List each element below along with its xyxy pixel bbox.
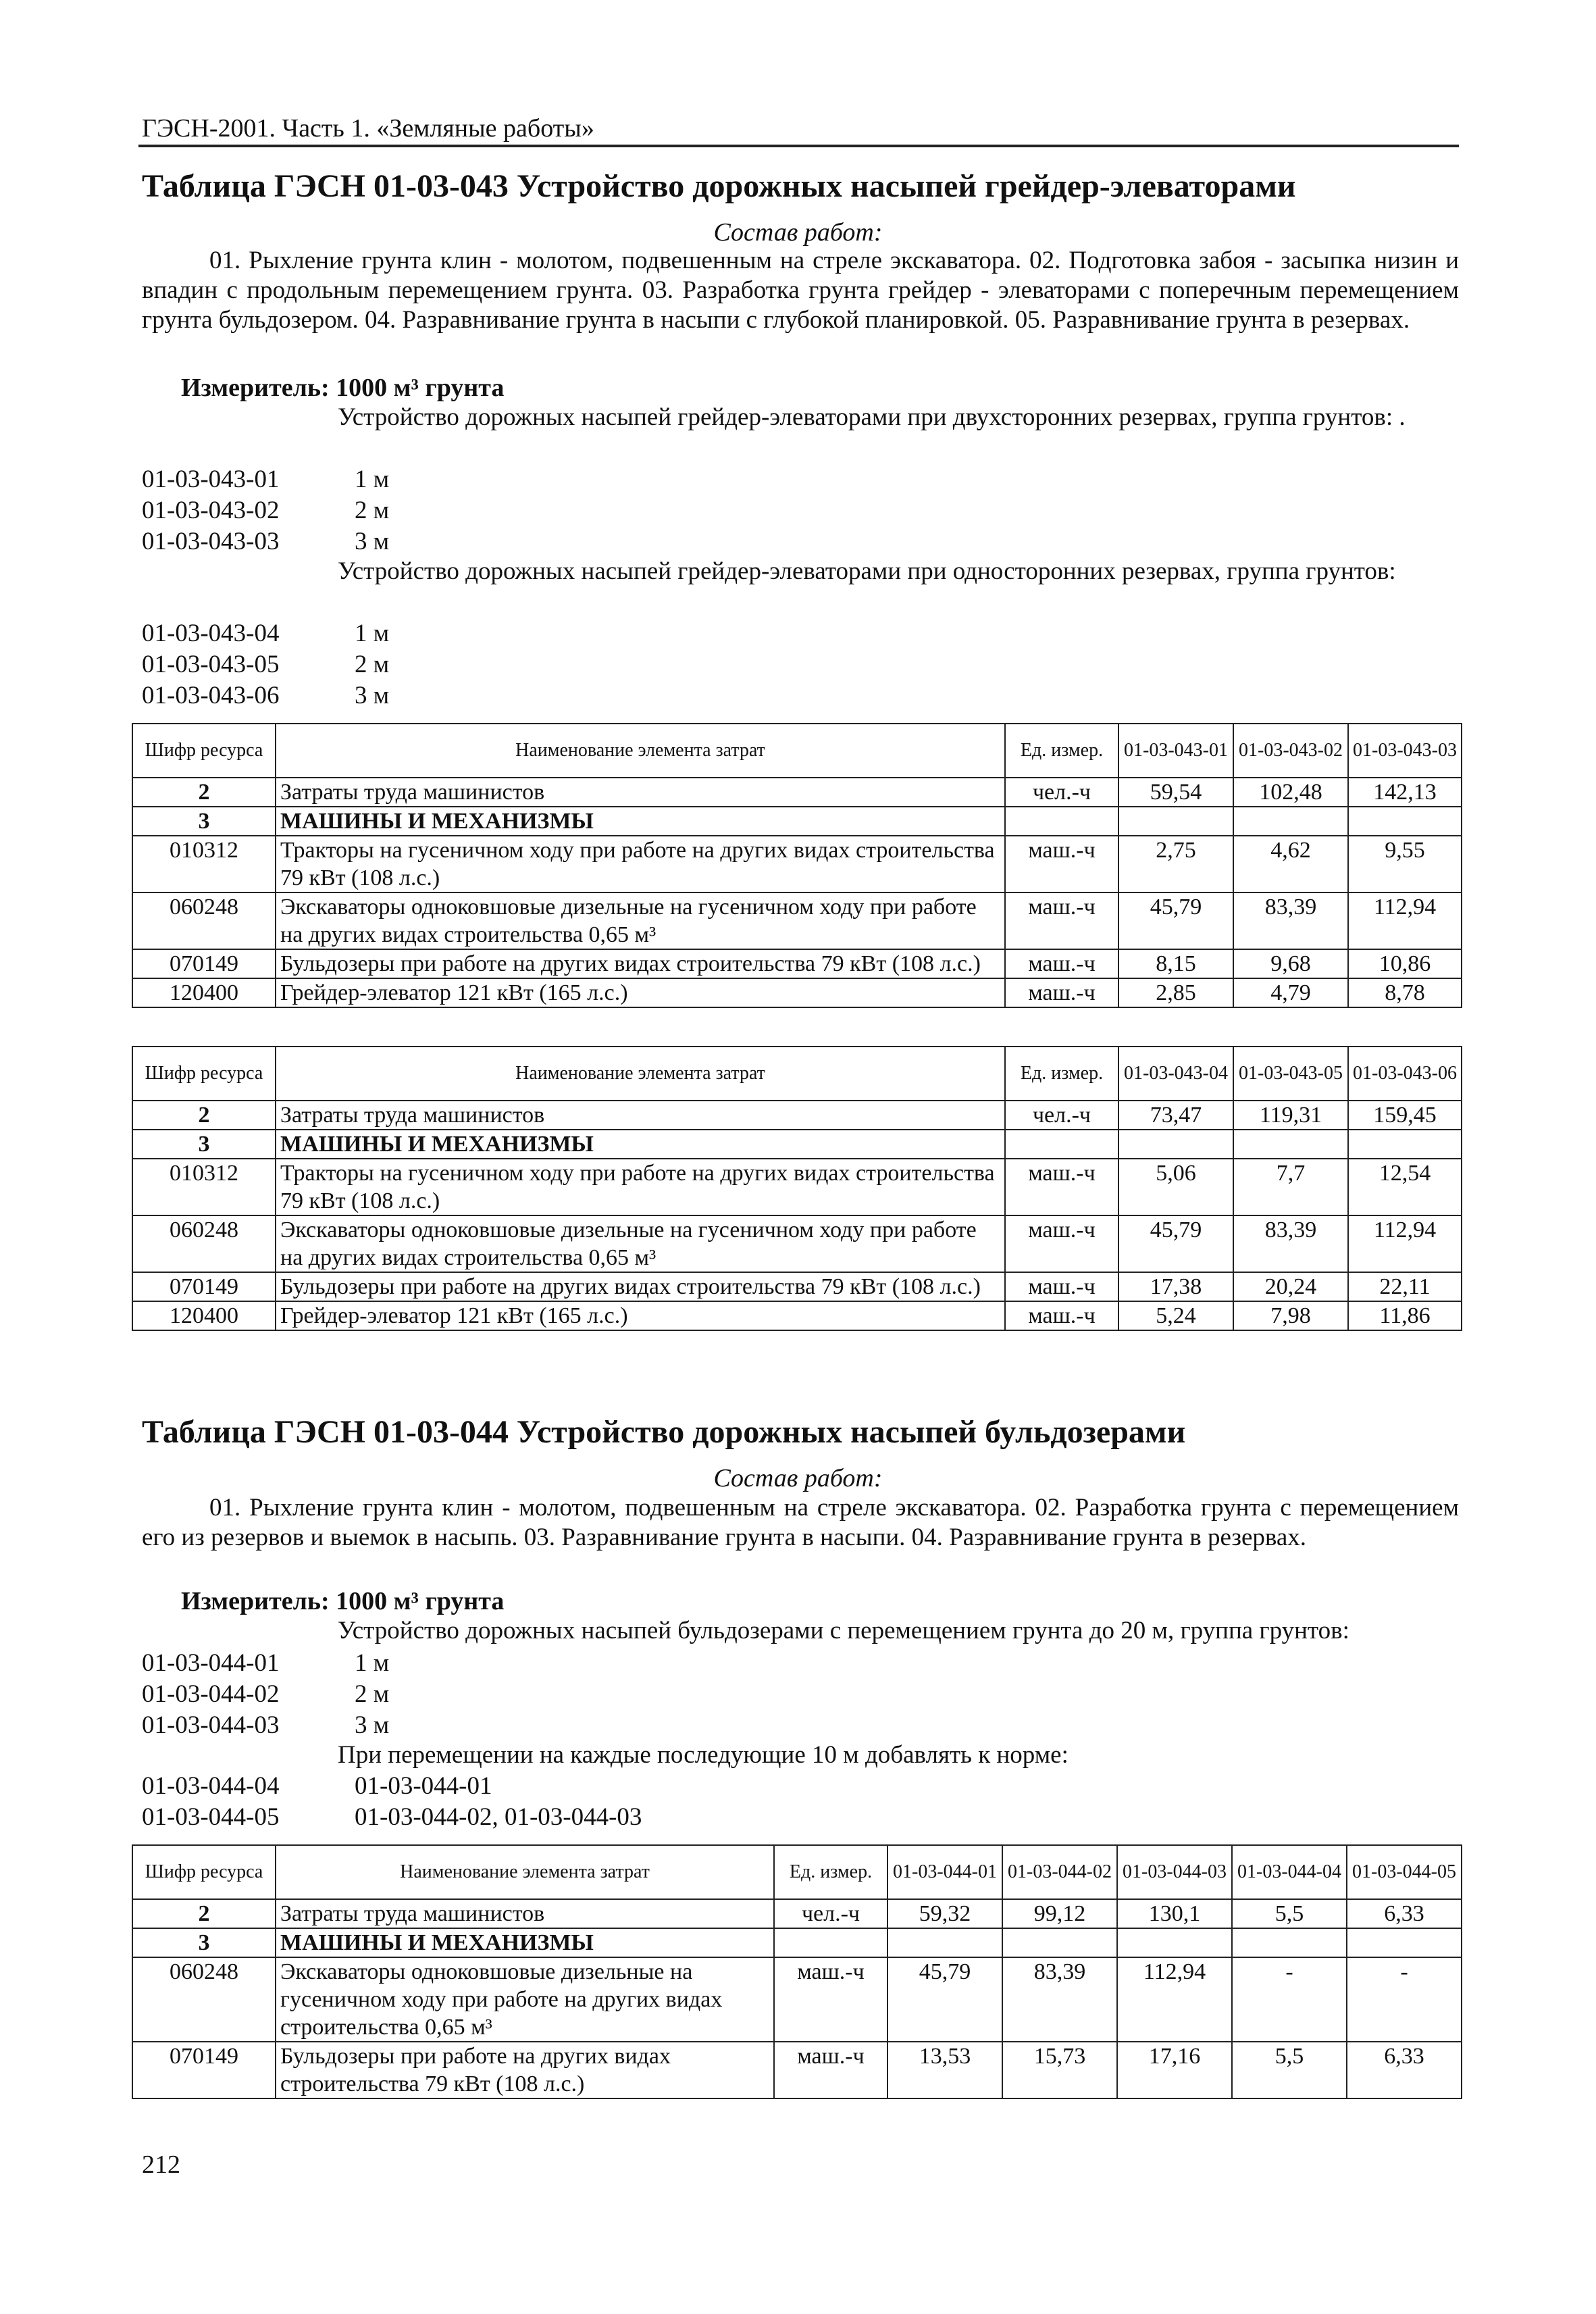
cell-value: 13,53	[887, 2042, 1002, 2098]
cell-value: 5,06	[1118, 1159, 1233, 1215]
cell-value: 5,24	[1118, 1301, 1233, 1330]
cell-value: 9,68	[1233, 949, 1348, 978]
cell-unit: маш.-ч	[1005, 1301, 1118, 1330]
col-header-norm: 01-03-044-02	[1002, 1845, 1117, 1899]
cell-value: 7,98	[1233, 1301, 1348, 1330]
group-description: При перемещении на каждые последующие 10 м добавлять к норме:	[338, 1741, 1069, 1769]
measure-unit: Измеритель: 1000 м³ грунта	[181, 1587, 505, 1615]
table-row	[132, 836, 1462, 892]
cell-value: 9,55	[1348, 836, 1462, 892]
cell-value: 45,79	[887, 1957, 1002, 2042]
cell-unit: маш.-ч	[774, 1957, 887, 2042]
cell-value: 8,15	[1118, 949, 1233, 978]
cell-value: 73,47	[1118, 1101, 1233, 1130]
cell-name: Грейдер-элеватор 121 кВт (165 л.с.)	[276, 1301, 1005, 1330]
cell-unit	[1005, 1130, 1118, 1159]
table-row	[132, 1957, 1462, 2042]
cell-value: 45,79	[1118, 1215, 1233, 1272]
table-row	[132, 1301, 1462, 1330]
cell-value: 17,16	[1117, 2042, 1232, 2098]
work-description: 01. Рыхление грунта клин - молотом, подвешенным на стреле экскаватора. 02. Разработка грунта с перемещением его из резервов и выемок в насыпь. 03. Разравнивание грунта в насыпи. 04. Разравнивание грунта в резервах.	[142, 1494, 1459, 1551]
norm-value: 2 м	[355, 497, 390, 524]
col-header-norm: 01-03-043-04	[1118, 1047, 1233, 1101]
table-row	[132, 807, 1462, 836]
cell-name: Экскаваторы одноковшовые дизельные на гусеничном ходу при работе на других видах строительства 0,65 м³	[276, 892, 1005, 949]
cell-value: 4,79	[1233, 978, 1348, 1007]
norm-value: 1 м	[355, 1649, 390, 1677]
cell-name: Тракторы на гусеничном ходу при работе на других видах строительства 79 кВт (108 л.с.)	[276, 1159, 1005, 1215]
cell-value	[1348, 1130, 1462, 1159]
cell-value: 6,33	[1347, 2042, 1462, 2098]
cell-value: 15,73	[1002, 2042, 1117, 2098]
norm-code: 01-03-043-06	[142, 682, 280, 709]
table-row	[132, 1130, 1462, 1159]
col-header-code: Шифр ресурса	[132, 1845, 276, 1899]
cell-name: МАШИНЫ И МЕХАНИЗМЫ	[276, 1928, 774, 1957]
table-row	[132, 1215, 1462, 1272]
cell-value: 59,54	[1118, 778, 1233, 807]
cell-name: Экскаваторы одноковшовые дизельные на гусеничном ходу при работе на других видах строительства 0,65 м³	[276, 1957, 774, 2042]
col-header-norm: 01-03-044-03	[1117, 1845, 1232, 1899]
cell-code: 010312	[132, 1159, 276, 1215]
group-description: Устройство дорожных насыпей бульдозерами с перемещением грунта до 20 м, группа грунтов:	[338, 1617, 1349, 1644]
cell-unit: маш.-ч	[1005, 978, 1118, 1007]
cell-value: 83,39	[1002, 1957, 1117, 2042]
cell-value: 119,31	[1233, 1101, 1348, 1130]
group-description: Устройство дорожных насыпей грейдер-элеваторами при односторонних резервах, группа грунтов:	[338, 557, 1396, 585]
section-title: Таблица ГЭСН 01-03-043 Устройство дорожных насыпей грейдер-элеваторами	[142, 168, 1296, 204]
cell-value: 83,39	[1233, 892, 1348, 949]
cell-name: Затраты труда машинистов	[276, 1899, 774, 1928]
cell-value: 130,1	[1117, 1899, 1232, 1928]
cell-value: 7,7	[1233, 1159, 1348, 1215]
resource-table-3	[132, 1844, 1462, 2099]
cell-name: Бульдозеры при работе на других видах строительства 79 кВт (108 л.с.)	[276, 2042, 774, 2098]
cell-value	[887, 1928, 1002, 1957]
cell-value	[1118, 807, 1233, 836]
norm-code: 01-03-044-05	[142, 1803, 280, 1831]
cell-unit: маш.-ч	[1005, 836, 1118, 892]
table-row	[132, 949, 1462, 978]
col-header-unit: Ед. измер.	[774, 1845, 887, 1899]
cell-value: 5,5	[1232, 2042, 1347, 2098]
cell-value: 45,79	[1118, 892, 1233, 949]
table-header-row	[132, 724, 1462, 778]
col-header-code: Шифр ресурса	[132, 1047, 276, 1101]
cell-name: Экскаваторы одноковшовые дизельные на гусеничном ходу при работе на других видах строительства 0,65 м³	[276, 1215, 1005, 1272]
cell-value: 102,48	[1233, 778, 1348, 807]
cell-value: -	[1347, 1957, 1462, 2042]
cell-code: 2	[132, 778, 276, 807]
col-header-unit: Ед. измер.	[1005, 724, 1118, 778]
cell-code: 060248	[132, 1957, 276, 2042]
norm-code: 01-03-043-02	[142, 497, 280, 524]
table-row	[132, 1101, 1462, 1130]
cell-unit: чел.-ч	[774, 1899, 887, 1928]
norm-code: 01-03-043-04	[142, 620, 280, 647]
cell-value	[1002, 1928, 1117, 1957]
table-header-row	[132, 1047, 1462, 1101]
cell-code: 070149	[132, 949, 276, 978]
cell-code: 120400	[132, 1301, 276, 1330]
norm-code: 01-03-044-02	[142, 1680, 280, 1708]
resource-table-2	[132, 1046, 1462, 1331]
cell-value: 112,94	[1348, 892, 1462, 949]
cell-value: 2,85	[1118, 978, 1233, 1007]
table-row	[132, 2042, 1462, 2098]
cell-value: 142,13	[1348, 778, 1462, 807]
cell-name: Затраты труда машинистов	[276, 778, 1005, 807]
cell-unit: маш.-ч	[1005, 1159, 1118, 1215]
resource-table-1	[132, 723, 1462, 1008]
measure-unit: Измеритель: 1000 м³ грунта	[181, 374, 505, 402]
cell-unit: маш.-ч	[774, 2042, 887, 2098]
norm-value: 01-03-044-02, 01-03-044-03	[355, 1803, 642, 1831]
col-header-norm: 01-03-043-02	[1233, 724, 1348, 778]
norm-value: 3 м	[355, 682, 390, 709]
norm-value: 2 м	[355, 1680, 390, 1708]
col-header-name: Наименование элемента затрат	[276, 724, 1005, 778]
norm-value: 2 м	[355, 651, 390, 678]
cell-value: 10,86	[1348, 949, 1462, 978]
cell-value: 20,24	[1233, 1272, 1348, 1301]
cell-unit: маш.-ч	[1005, 1272, 1118, 1301]
cell-name: Затраты труда машинистов	[276, 1101, 1005, 1130]
col-header-norm: 01-03-043-03	[1348, 724, 1462, 778]
col-header-norm: 01-03-043-06	[1348, 1047, 1462, 1101]
cell-unit	[774, 1928, 887, 1957]
running-header: ГЭСН-2001. Часть 1. «Земляные работы»	[142, 114, 594, 143]
cell-name: Тракторы на гусеничном ходу при работе на других видах строительства 79 кВт (108 л.с.)	[276, 836, 1005, 892]
cell-unit: маш.-ч	[1005, 949, 1118, 978]
section-title: Таблица ГЭСН 01-03-044 Устройство дорожных насыпей бульдозерами	[142, 1414, 1186, 1450]
col-header-norm: 01-03-044-01	[887, 1845, 1002, 1899]
table-row	[132, 1899, 1462, 1928]
group-description: Устройство дорожных насыпей грейдер-элеваторами при двухсторонних резервах, группа грунтов: .	[338, 403, 1406, 431]
cell-name: Грейдер-элеватор 121 кВт (165 л.с.)	[276, 978, 1005, 1007]
cell-code: 120400	[132, 978, 276, 1007]
cell-name: МАШИНЫ И МЕХАНИЗМЫ	[276, 1130, 1005, 1159]
cell-value: 8,78	[1348, 978, 1462, 1007]
cell-value	[1347, 1928, 1462, 1957]
col-header-norm: 01-03-044-04	[1232, 1845, 1347, 1899]
cell-code: 3	[132, 1130, 276, 1159]
table-row	[132, 892, 1462, 949]
norm-value: 1 м	[355, 466, 390, 493]
cell-code: 2	[132, 1101, 276, 1130]
table-row	[132, 1159, 1462, 1215]
cell-name: МАШИНЫ И МЕХАНИЗМЫ	[276, 807, 1005, 836]
table-row	[132, 778, 1462, 807]
cell-code: 060248	[132, 892, 276, 949]
cell-name: Бульдозеры при работе на других видах строительства 79 кВт (108 л.с.)	[276, 1272, 1005, 1301]
cell-unit: маш.-ч	[1005, 1215, 1118, 1272]
norm-code: 01-03-044-03	[142, 1711, 280, 1739]
cell-code: 060248	[132, 1215, 276, 1272]
col-header-name: Наименование элемента затрат	[276, 1047, 1005, 1101]
section-subtitle: Состав работ:	[713, 218, 883, 247]
cell-name: Бульдозеры при работе на других видах строительства 79 кВт (108 л.с.)	[276, 949, 1005, 978]
cell-value: 11,86	[1348, 1301, 1462, 1330]
cell-value	[1118, 1130, 1233, 1159]
cell-unit: маш.-ч	[1005, 892, 1118, 949]
header-rule	[138, 145, 1459, 147]
cell-unit	[1005, 807, 1118, 836]
cell-code: 3	[132, 807, 276, 836]
norm-code: 01-03-043-01	[142, 466, 280, 493]
table-row	[132, 978, 1462, 1007]
cell-value: 99,12	[1002, 1899, 1117, 1928]
col-header-unit: Ед. измер.	[1005, 1047, 1118, 1101]
cell-value	[1233, 1130, 1348, 1159]
cell-value: 17,38	[1118, 1272, 1233, 1301]
col-header-code: Шифр ресурса	[132, 724, 276, 778]
cell-value: 112,94	[1348, 1215, 1462, 1272]
cell-value	[1232, 1928, 1347, 1957]
section-subtitle: Состав работ:	[713, 1464, 883, 1492]
table-row	[132, 1272, 1462, 1301]
col-header-name: Наименование элемента затрат	[276, 1845, 774, 1899]
cell-code: 2	[132, 1899, 276, 1928]
cell-value: 22,11	[1348, 1272, 1462, 1301]
norm-value: 1 м	[355, 620, 390, 647]
cell-code: 3	[132, 1928, 276, 1957]
cell-value: 2,75	[1118, 836, 1233, 892]
cell-unit: чел.-ч	[1005, 778, 1118, 807]
cell-value	[1233, 807, 1348, 836]
cell-code: 010312	[132, 836, 276, 892]
norm-value: 3 м	[355, 528, 390, 555]
norm-code: 01-03-044-04	[142, 1772, 280, 1800]
cell-value: -	[1232, 1957, 1347, 2042]
work-description: 01. Рыхление грунта клин - молотом, подвешенным на стреле экскаватора. 02. Подготовка забоя - засыпка низин и впадин с продольным перемещением грунта. 03. Разработка грунта грейдер - элеваторами с поперечным перемещением грунта бульдозером. 04. Разравнивание грунта в насыпи с глубокой планировкой. 05. Разравнивание грунта в резервах.	[142, 247, 1459, 334]
cell-value: 159,45	[1348, 1101, 1462, 1130]
cell-value: 6,33	[1347, 1899, 1462, 1928]
table-header-row	[132, 1845, 1462, 1899]
col-header-norm: 01-03-043-05	[1233, 1047, 1348, 1101]
cell-value: 83,39	[1233, 1215, 1348, 1272]
cell-value: 4,62	[1233, 836, 1348, 892]
norm-value: 3 м	[355, 1711, 390, 1739]
cell-value	[1348, 807, 1462, 836]
norm-code: 01-03-044-01	[142, 1649, 280, 1677]
col-header-norm: 01-03-043-01	[1118, 724, 1233, 778]
col-header-norm: 01-03-044-05	[1347, 1845, 1462, 1899]
norm-code: 01-03-043-03	[142, 528, 280, 555]
norm-value: 01-03-044-01	[355, 1772, 492, 1800]
norm-code: 01-03-043-05	[142, 651, 280, 678]
page-number: 212	[142, 2150, 180, 2179]
cell-value: 12,54	[1348, 1159, 1462, 1215]
cell-unit: чел.-ч	[1005, 1101, 1118, 1130]
cell-code: 070149	[132, 1272, 276, 1301]
cell-value: 5,5	[1232, 1899, 1347, 1928]
cell-code: 070149	[132, 2042, 276, 2098]
cell-value: 112,94	[1117, 1957, 1232, 2042]
table-row	[132, 1928, 1462, 1957]
cell-value	[1117, 1928, 1232, 1957]
cell-value: 59,32	[887, 1899, 1002, 1928]
